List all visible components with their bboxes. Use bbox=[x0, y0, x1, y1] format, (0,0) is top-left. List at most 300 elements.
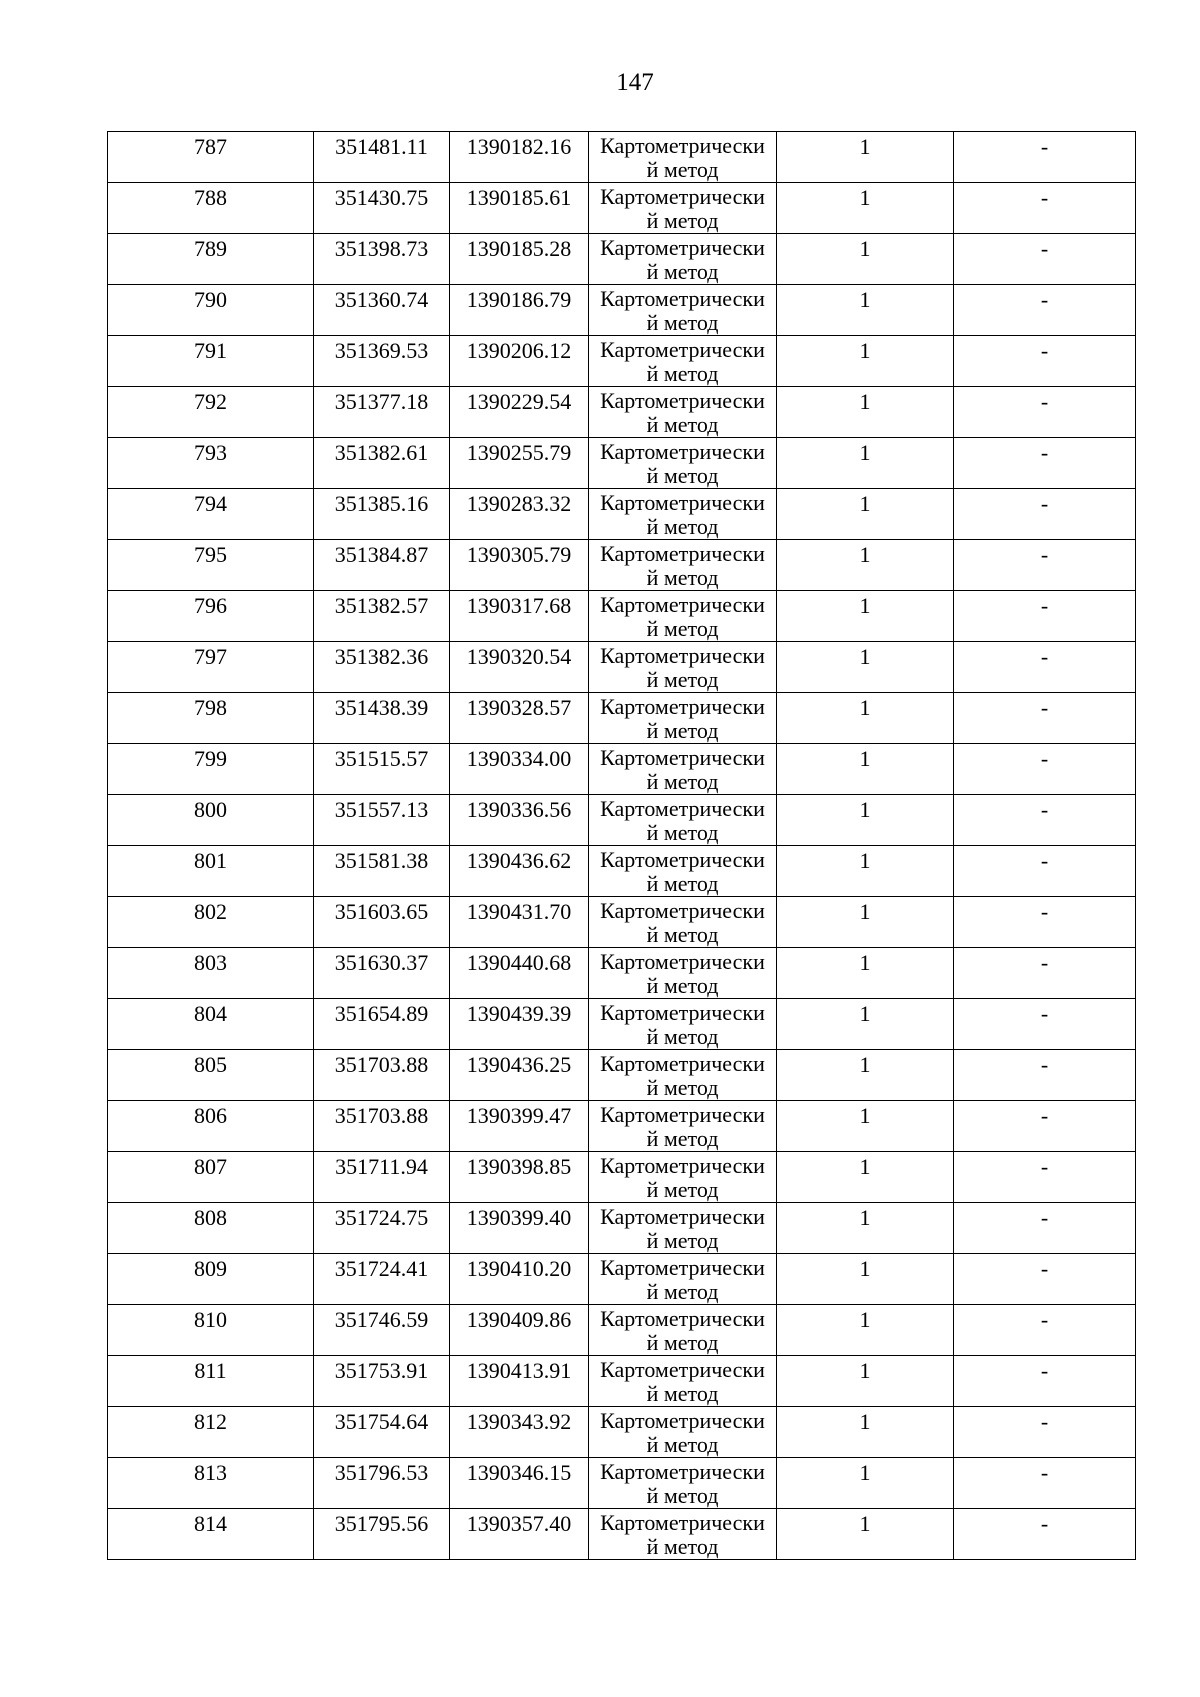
y-coordinate-cell-text: 1390431.70 bbox=[466, 899, 572, 924]
x-coordinate-cell bbox=[314, 1254, 450, 1305]
x-coordinate-cell-text: 351724.41 bbox=[334, 1256, 429, 1281]
note-cell bbox=[954, 336, 1136, 387]
table-row bbox=[108, 1254, 1136, 1305]
y-coordinate-cell-text: 1390399.47 bbox=[466, 1103, 572, 1128]
method-cell bbox=[589, 795, 777, 846]
note-cell-text: - bbox=[1040, 695, 1049, 720]
x-coordinate-cell-text: 351557.13 bbox=[334, 797, 429, 822]
point-number-cell-text: 787 bbox=[194, 134, 227, 159]
note-cell-text: - bbox=[1040, 1205, 1049, 1230]
method-cell bbox=[589, 1407, 777, 1458]
note-cell bbox=[954, 591, 1136, 642]
method-line-2: й метод bbox=[646, 1075, 719, 1100]
method-text bbox=[589, 336, 776, 386]
method-line-1: Картометрически bbox=[600, 1408, 765, 1433]
note-cell-text: - bbox=[1040, 338, 1049, 363]
y-coordinate-cell bbox=[450, 795, 589, 846]
point-number-cell bbox=[108, 540, 314, 591]
x-coordinate-cell bbox=[314, 285, 450, 336]
point-number-cell bbox=[108, 438, 314, 489]
point-number-cell bbox=[108, 1509, 314, 1560]
note-cell bbox=[954, 1101, 1136, 1152]
note-cell bbox=[954, 489, 1136, 540]
method-cell bbox=[589, 591, 777, 642]
y-coordinate-cell bbox=[450, 1407, 589, 1458]
method-cell bbox=[589, 540, 777, 591]
method-cell bbox=[589, 999, 777, 1050]
method-line-1: Картометрически bbox=[600, 184, 765, 209]
y-coordinate-cell-text: 1390399.40 bbox=[466, 1205, 572, 1230]
accuracy-cell-text: 1 bbox=[859, 1511, 871, 1536]
accuracy-cell-text: 1 bbox=[859, 1052, 871, 1077]
method-line-2: й метод bbox=[646, 1228, 719, 1253]
y-coordinate-cell bbox=[450, 591, 589, 642]
method-line-1: Картометрически bbox=[600, 1000, 765, 1025]
y-coordinate-cell bbox=[450, 183, 589, 234]
y-coordinate-cell-text: 1390439.39 bbox=[466, 1001, 572, 1026]
note-cell-text: - bbox=[1040, 1358, 1049, 1383]
method-line-2: й метод bbox=[646, 157, 719, 182]
point-number-cell bbox=[108, 1305, 314, 1356]
y-coordinate-cell-text: 1390410.20 bbox=[466, 1256, 572, 1281]
y-coordinate-cell bbox=[450, 693, 589, 744]
accuracy-cell-text: 1 bbox=[859, 1154, 871, 1179]
accuracy-cell-text: 1 bbox=[859, 236, 871, 261]
method-line-1: Картометрически bbox=[600, 133, 765, 158]
note-cell-text: - bbox=[1040, 746, 1049, 771]
x-coordinate-cell bbox=[314, 744, 450, 795]
x-coordinate-cell bbox=[314, 1050, 450, 1101]
x-coordinate-cell-text: 351581.38 bbox=[334, 848, 429, 873]
y-coordinate-cell bbox=[450, 540, 589, 591]
accuracy-cell-text: 1 bbox=[859, 1460, 871, 1485]
table-row bbox=[108, 1203, 1136, 1254]
method-text bbox=[589, 1101, 776, 1151]
accuracy-cell bbox=[777, 438, 954, 489]
method-text bbox=[589, 1050, 776, 1100]
note-cell bbox=[954, 846, 1136, 897]
accuracy-cell bbox=[777, 1305, 954, 1356]
point-number-cell-text: 799 bbox=[194, 746, 227, 771]
accuracy-cell-text: 1 bbox=[859, 1205, 871, 1230]
method-cell bbox=[589, 1458, 777, 1509]
method-line-2: й метод bbox=[646, 1432, 719, 1457]
accuracy-cell-text: 1 bbox=[859, 389, 871, 414]
y-coordinate-cell bbox=[450, 1509, 589, 1560]
x-coordinate-cell bbox=[314, 642, 450, 693]
table-row bbox=[108, 438, 1136, 489]
y-coordinate-cell bbox=[450, 846, 589, 897]
table-row bbox=[108, 183, 1136, 234]
point-number-cell-text: 791 bbox=[194, 338, 227, 363]
x-coordinate-cell bbox=[314, 591, 450, 642]
y-coordinate-cell-text: 1390336.56 bbox=[466, 797, 572, 822]
note-cell-text: - bbox=[1040, 134, 1049, 159]
note-cell-text: - bbox=[1040, 440, 1049, 465]
method-cell bbox=[589, 1509, 777, 1560]
point-number-cell bbox=[108, 693, 314, 744]
table-row bbox=[108, 1152, 1136, 1203]
method-cell bbox=[589, 1050, 777, 1101]
method-line-2: й метод bbox=[646, 208, 719, 233]
y-coordinate-cell bbox=[450, 1050, 589, 1101]
accuracy-cell bbox=[777, 744, 954, 795]
note-cell-text: - bbox=[1040, 797, 1049, 822]
method-cell bbox=[589, 693, 777, 744]
method-cell bbox=[589, 285, 777, 336]
note-cell bbox=[954, 1458, 1136, 1509]
method-text bbox=[589, 1356, 776, 1406]
method-line-2: й метод bbox=[646, 565, 719, 590]
method-line-2: й метод bbox=[646, 361, 719, 386]
method-cell bbox=[589, 132, 777, 183]
method-text bbox=[589, 591, 776, 641]
method-text bbox=[589, 1458, 776, 1508]
point-number-cell bbox=[108, 1356, 314, 1407]
table-row bbox=[108, 489, 1136, 540]
y-coordinate-cell bbox=[450, 132, 589, 183]
method-line-2: й метод bbox=[646, 310, 719, 335]
x-coordinate-cell bbox=[314, 1152, 450, 1203]
point-number-cell-text: 794 bbox=[194, 491, 227, 516]
method-cell bbox=[589, 897, 777, 948]
point-number-cell bbox=[108, 387, 314, 438]
y-coordinate-cell bbox=[450, 1356, 589, 1407]
accuracy-cell bbox=[777, 1458, 954, 1509]
x-coordinate-cell-text: 351724.75 bbox=[334, 1205, 429, 1230]
y-coordinate-cell bbox=[450, 336, 589, 387]
method-line-2: й метод bbox=[646, 1534, 719, 1559]
note-cell-text: - bbox=[1040, 1409, 1049, 1434]
note-cell bbox=[954, 1152, 1136, 1203]
accuracy-cell bbox=[777, 1101, 954, 1152]
accuracy-cell-text: 1 bbox=[859, 695, 871, 720]
table-row bbox=[108, 1458, 1136, 1509]
x-coordinate-cell-text: 351384.87 bbox=[334, 542, 429, 567]
method-line-1: Картометрически bbox=[600, 847, 765, 872]
table-row bbox=[108, 285, 1136, 336]
y-coordinate-cell-text: 1390346.15 bbox=[466, 1460, 572, 1485]
method-cell bbox=[589, 846, 777, 897]
accuracy-cell-text: 1 bbox=[859, 134, 871, 159]
y-coordinate-cell bbox=[450, 1203, 589, 1254]
method-text bbox=[589, 693, 776, 743]
method-line-2: й метод bbox=[646, 871, 719, 896]
note-cell bbox=[954, 1305, 1136, 1356]
y-coordinate-cell bbox=[450, 897, 589, 948]
point-number-cell bbox=[108, 489, 314, 540]
table-row bbox=[108, 744, 1136, 795]
x-coordinate-cell-text: 351515.57 bbox=[334, 746, 429, 771]
method-text bbox=[589, 438, 776, 488]
method-line-1: Картометрически bbox=[600, 490, 765, 515]
accuracy-cell bbox=[777, 132, 954, 183]
accuracy-cell bbox=[777, 948, 954, 999]
accuracy-cell-text: 1 bbox=[859, 542, 871, 567]
x-coordinate-cell bbox=[314, 1458, 450, 1509]
point-number-cell bbox=[108, 1101, 314, 1152]
x-coordinate-cell-text: 351360.74 bbox=[334, 287, 429, 312]
method-text bbox=[589, 948, 776, 998]
note-cell bbox=[954, 948, 1136, 999]
accuracy-cell bbox=[777, 846, 954, 897]
table-row bbox=[108, 795, 1136, 846]
accuracy-cell bbox=[777, 234, 954, 285]
x-coordinate-cell-text: 351385.16 bbox=[334, 491, 429, 516]
note-cell-text: - bbox=[1040, 1001, 1049, 1026]
point-number-cell-text: 795 bbox=[194, 542, 227, 567]
x-coordinate-cell-text: 351630.37 bbox=[334, 950, 429, 975]
point-number-cell-text: 800 bbox=[194, 797, 227, 822]
y-coordinate-cell bbox=[450, 642, 589, 693]
method-line-2: й метод bbox=[646, 1330, 719, 1355]
note-cell-text: - bbox=[1040, 236, 1049, 261]
method-text bbox=[589, 489, 776, 539]
accuracy-cell-text: 1 bbox=[859, 1358, 871, 1383]
y-coordinate-cell-text: 1390436.62 bbox=[466, 848, 572, 873]
accuracy-cell bbox=[777, 693, 954, 744]
method-text bbox=[589, 132, 776, 182]
point-number-cell-text: 792 bbox=[194, 389, 227, 414]
y-coordinate-cell bbox=[450, 489, 589, 540]
method-cell bbox=[589, 489, 777, 540]
accuracy-cell bbox=[777, 1356, 954, 1407]
x-coordinate-cell bbox=[314, 234, 450, 285]
note-cell bbox=[954, 1203, 1136, 1254]
x-coordinate-cell-text: 351796.53 bbox=[334, 1460, 429, 1485]
method-line-2: й метод bbox=[646, 1279, 719, 1304]
table-row bbox=[108, 1509, 1136, 1560]
accuracy-cell bbox=[777, 1509, 954, 1560]
point-number-cell bbox=[108, 846, 314, 897]
accuracy-cell bbox=[777, 183, 954, 234]
accuracy-cell bbox=[777, 642, 954, 693]
x-coordinate-cell-text: 351703.88 bbox=[334, 1052, 429, 1077]
x-coordinate-cell-text: 351603.65 bbox=[334, 899, 429, 924]
note-cell-text: - bbox=[1040, 185, 1049, 210]
point-number-cell bbox=[108, 336, 314, 387]
note-cell bbox=[954, 540, 1136, 591]
method-text bbox=[589, 234, 776, 284]
method-line-1: Картометрически bbox=[600, 643, 765, 668]
method-line-1: Картометрически bbox=[600, 235, 765, 260]
point-number-cell bbox=[108, 1050, 314, 1101]
method-cell bbox=[589, 744, 777, 795]
method-line-1: Картометрически bbox=[600, 1051, 765, 1076]
method-line-1: Картометрически bbox=[600, 1255, 765, 1280]
method-cell bbox=[589, 438, 777, 489]
note-cell-text: - bbox=[1040, 644, 1049, 669]
y-coordinate-cell bbox=[450, 948, 589, 999]
y-coordinate-cell-text: 1390255.79 bbox=[466, 440, 572, 465]
method-line-1: Картометрически bbox=[600, 1204, 765, 1229]
y-coordinate-cell-text: 1390398.85 bbox=[466, 1154, 572, 1179]
x-coordinate-cell bbox=[314, 540, 450, 591]
accuracy-cell-text: 1 bbox=[859, 644, 871, 669]
note-cell bbox=[954, 132, 1136, 183]
point-number-cell-text: 813 bbox=[194, 1460, 227, 1485]
note-cell-text: - bbox=[1040, 1052, 1049, 1077]
method-text bbox=[589, 1203, 776, 1253]
x-coordinate-cell bbox=[314, 183, 450, 234]
coordinates-table-body bbox=[108, 132, 1136, 1560]
note-cell bbox=[954, 693, 1136, 744]
accuracy-cell bbox=[777, 285, 954, 336]
y-coordinate-cell-text: 1390185.28 bbox=[466, 236, 572, 261]
method-line-1: Картометрически bbox=[600, 745, 765, 770]
method-cell bbox=[589, 183, 777, 234]
method-text bbox=[589, 999, 776, 1049]
x-coordinate-cell bbox=[314, 795, 450, 846]
method-line-1: Картометрически bbox=[600, 1102, 765, 1127]
y-coordinate-cell bbox=[450, 285, 589, 336]
point-number-cell-text: 796 bbox=[194, 593, 227, 618]
point-number-cell-text: 804 bbox=[194, 1001, 227, 1026]
method-text bbox=[589, 540, 776, 590]
point-number-cell-text: 811 bbox=[194, 1358, 227, 1383]
method-line-2: й метод bbox=[646, 1024, 719, 1049]
y-coordinate-cell-text: 1390436.25 bbox=[466, 1052, 572, 1077]
method-text bbox=[589, 1407, 776, 1457]
accuracy-cell-text: 1 bbox=[859, 491, 871, 516]
note-cell bbox=[954, 999, 1136, 1050]
point-number-cell bbox=[108, 1407, 314, 1458]
x-coordinate-cell-text: 351398.73 bbox=[334, 236, 429, 261]
accuracy-cell-text: 1 bbox=[859, 746, 871, 771]
table-row bbox=[108, 948, 1136, 999]
point-number-cell-text: 803 bbox=[194, 950, 227, 975]
accuracy-cell-text: 1 bbox=[859, 1307, 871, 1332]
method-line-1: Картометрически bbox=[600, 388, 765, 413]
method-line-1: Картометрически bbox=[600, 1510, 765, 1535]
method-line-2: й метод bbox=[646, 820, 719, 845]
note-cell bbox=[954, 438, 1136, 489]
x-coordinate-cell-text: 351711.94 bbox=[335, 1154, 428, 1179]
y-coordinate-cell bbox=[450, 234, 589, 285]
method-line-2: й метод bbox=[646, 1483, 719, 1508]
x-coordinate-cell bbox=[314, 336, 450, 387]
accuracy-cell-text: 1 bbox=[859, 1409, 871, 1434]
x-coordinate-cell-text: 351382.36 bbox=[334, 644, 429, 669]
table-row bbox=[108, 897, 1136, 948]
method-line-2: й метод bbox=[646, 973, 719, 998]
method-text bbox=[589, 846, 776, 896]
method-line-1: Картометрически bbox=[600, 592, 765, 617]
note-cell bbox=[954, 795, 1136, 846]
note-cell-text: - bbox=[1040, 950, 1049, 975]
accuracy-cell-text: 1 bbox=[859, 950, 871, 975]
point-number-cell bbox=[108, 591, 314, 642]
x-coordinate-cell bbox=[314, 948, 450, 999]
x-coordinate-cell bbox=[314, 489, 450, 540]
method-line-1: Картометрически bbox=[600, 286, 765, 311]
note-cell bbox=[954, 744, 1136, 795]
y-coordinate-cell bbox=[450, 438, 589, 489]
table-row bbox=[108, 693, 1136, 744]
table-row bbox=[108, 1407, 1136, 1458]
x-coordinate-cell-text: 351703.88 bbox=[334, 1103, 429, 1128]
method-line-2: й метод bbox=[646, 412, 719, 437]
x-coordinate-cell-text: 351746.59 bbox=[334, 1307, 429, 1332]
method-line-2: й метод bbox=[646, 514, 719, 539]
accuracy-cell bbox=[777, 591, 954, 642]
method-cell bbox=[589, 234, 777, 285]
method-line-1: Картометрически bbox=[600, 1306, 765, 1331]
y-coordinate-cell bbox=[450, 744, 589, 795]
method-text bbox=[589, 183, 776, 233]
accuracy-cell bbox=[777, 795, 954, 846]
note-cell-text: - bbox=[1040, 593, 1049, 618]
accuracy-cell-text: 1 bbox=[859, 899, 871, 924]
y-coordinate-cell-text: 1390440.68 bbox=[466, 950, 572, 975]
method-text bbox=[589, 795, 776, 845]
accuracy-cell bbox=[777, 1050, 954, 1101]
point-number-cell bbox=[108, 1203, 314, 1254]
note-cell bbox=[954, 183, 1136, 234]
method-text bbox=[589, 1305, 776, 1355]
y-coordinate-cell-text: 1390328.57 bbox=[466, 695, 572, 720]
accuracy-cell bbox=[777, 1152, 954, 1203]
y-coordinate-cell-text: 1390186.79 bbox=[466, 287, 572, 312]
point-number-cell bbox=[108, 234, 314, 285]
method-line-1: Картометрически bbox=[600, 694, 765, 719]
point-number-cell bbox=[108, 285, 314, 336]
table-row bbox=[108, 1050, 1136, 1101]
method-text bbox=[589, 387, 776, 437]
x-coordinate-cell-text: 351382.61 bbox=[334, 440, 429, 465]
note-cell-text: - bbox=[1040, 1154, 1049, 1179]
table-row bbox=[108, 387, 1136, 438]
accuracy-cell-text: 1 bbox=[859, 797, 871, 822]
accuracy-cell-text: 1 bbox=[859, 287, 871, 312]
note-cell bbox=[954, 1509, 1136, 1560]
y-coordinate-cell-text: 1390317.68 bbox=[466, 593, 572, 618]
method-line-2: й метод bbox=[646, 1381, 719, 1406]
accuracy-cell bbox=[777, 999, 954, 1050]
method-line-1: Картометрически bbox=[600, 1153, 765, 1178]
note-cell bbox=[954, 1254, 1136, 1305]
table-row bbox=[108, 234, 1136, 285]
point-number-cell-text: 801 bbox=[194, 848, 227, 873]
y-coordinate-cell bbox=[450, 1152, 589, 1203]
accuracy-cell-text: 1 bbox=[859, 848, 871, 873]
point-number-cell bbox=[108, 183, 314, 234]
table-row bbox=[108, 642, 1136, 693]
accuracy-cell bbox=[777, 1254, 954, 1305]
accuracy-cell bbox=[777, 897, 954, 948]
note-cell bbox=[954, 1050, 1136, 1101]
point-number-cell-text: 812 bbox=[194, 1409, 227, 1434]
y-coordinate-cell bbox=[450, 1101, 589, 1152]
note-cell-text: - bbox=[1040, 1256, 1049, 1281]
x-coordinate-cell bbox=[314, 1203, 450, 1254]
note-cell-text: - bbox=[1040, 491, 1049, 516]
note-cell-text: - bbox=[1040, 542, 1049, 567]
method-line-2: й метод bbox=[646, 718, 719, 743]
table-row bbox=[108, 336, 1136, 387]
x-coordinate-cell-text: 351438.39 bbox=[334, 695, 429, 720]
point-number-cell bbox=[108, 744, 314, 795]
note-cell bbox=[954, 285, 1136, 336]
note-cell bbox=[954, 387, 1136, 438]
point-number-cell bbox=[108, 1152, 314, 1203]
point-number-cell bbox=[108, 1458, 314, 1509]
note-cell bbox=[954, 642, 1136, 693]
accuracy-cell-text: 1 bbox=[859, 440, 871, 465]
accuracy-cell bbox=[777, 489, 954, 540]
x-coordinate-cell bbox=[314, 999, 450, 1050]
method-cell bbox=[589, 948, 777, 999]
